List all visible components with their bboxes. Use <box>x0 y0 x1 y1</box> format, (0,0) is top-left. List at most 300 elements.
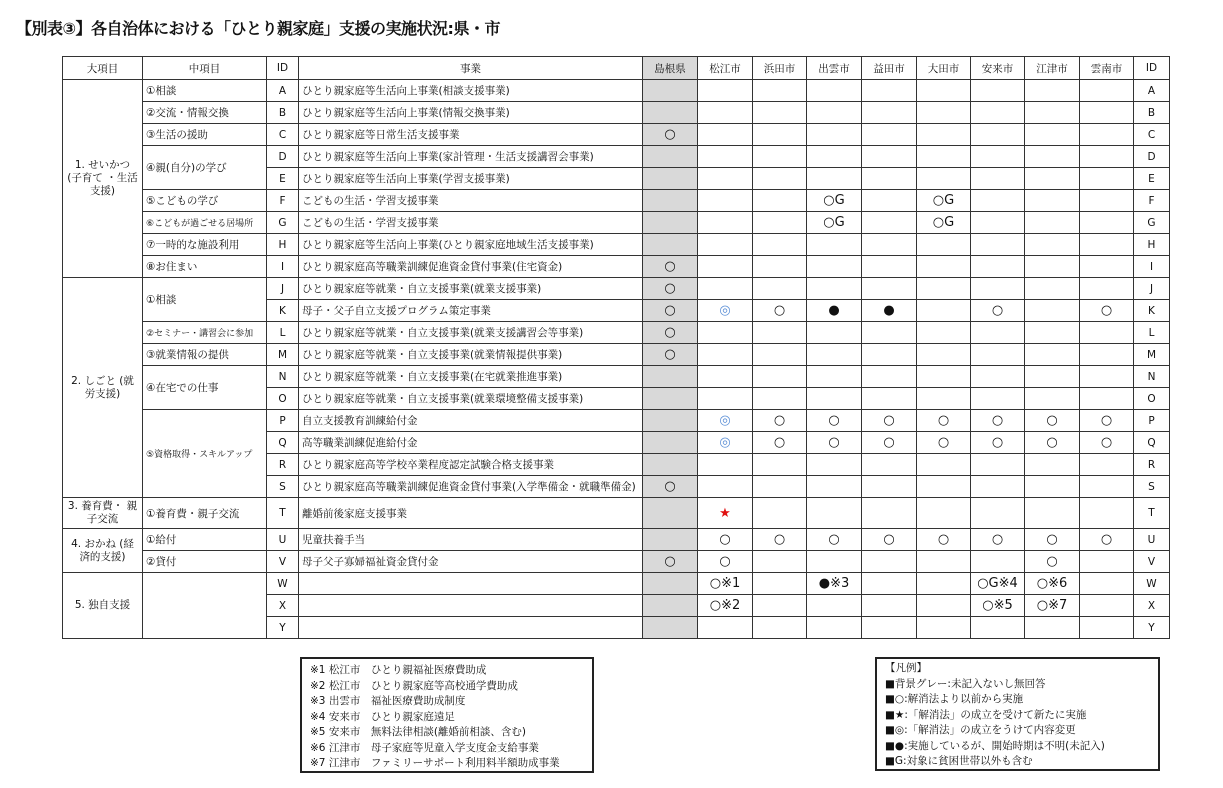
circle-mark: ○※1 <box>709 576 741 591</box>
status-cell <box>862 617 917 639</box>
middle-category: ⑧お住まい <box>143 256 267 278</box>
status-cell <box>753 573 807 595</box>
status-cell <box>1025 551 1080 573</box>
status-cell <box>862 344 917 366</box>
status-cell <box>1025 146 1080 168</box>
circle-mark: ○ <box>664 347 676 362</box>
row-id: S <box>267 476 299 498</box>
footnote: ※4 安来市 ひとり親家庭遠足 <box>310 710 455 723</box>
status-cell <box>807 617 862 639</box>
footnote: ※2 松江市 ひとり親家庭等高校通学費助成 <box>310 679 518 692</box>
status-cell <box>862 529 917 551</box>
status-cell <box>917 573 971 595</box>
status-cell <box>1025 344 1080 366</box>
status-cell <box>862 388 917 410</box>
status-cell <box>753 617 807 639</box>
status-cell <box>971 80 1025 102</box>
status-cell <box>1080 300 1134 322</box>
status-cell <box>1080 344 1134 366</box>
legend-item: ■○:解消法より以前から実施 <box>885 693 1024 705</box>
status-cell <box>698 80 753 102</box>
row-id-right: R <box>1134 454 1170 476</box>
status-cell <box>971 529 1025 551</box>
status-cell <box>698 388 753 410</box>
legend-item: ■◎:「解消法」の成立をうけて内容変更 <box>885 724 1076 736</box>
status-cell <box>917 454 971 476</box>
status-cell <box>643 300 698 322</box>
row-id-right: E <box>1134 168 1170 190</box>
status-cell <box>862 432 917 454</box>
status-cell <box>698 617 753 639</box>
status-cell <box>1025 102 1080 124</box>
footnote: ※3 出雲市 福祉医療費助成制度 <box>310 695 466 707</box>
business-name: ひとり親家庭等生活向上事業(相談支援事業) <box>299 80 643 102</box>
status-cell <box>862 168 917 190</box>
row-id-right: Y <box>1134 617 1170 639</box>
circle-mark: ○ <box>991 413 1004 428</box>
circle-mark: ○G <box>823 215 845 230</box>
status-cell <box>807 432 862 454</box>
status-cell <box>643 498 698 529</box>
business-name: 児童扶養手当 <box>299 529 643 551</box>
status-cell <box>698 344 753 366</box>
status-cell <box>862 476 917 498</box>
table-row <box>63 124 1170 146</box>
status-cell <box>698 190 753 212</box>
circle-mark: ○ <box>1100 413 1113 428</box>
status-cell <box>971 212 1025 234</box>
status-cell <box>971 366 1025 388</box>
status-cell <box>1080 278 1134 300</box>
table-header-row <box>63 57 1170 80</box>
middle-category: ④在宅での仕事 <box>143 366 267 410</box>
status-cell <box>971 454 1025 476</box>
status-cell <box>1080 498 1134 529</box>
column-header: 島根県 <box>643 57 698 80</box>
status-cell <box>1025 498 1080 529</box>
circle-mark: ○ <box>773 303 786 318</box>
business-name: ひとり親家庭等生活向上事業(家計管理・生活支援講習会事業) <box>299 146 643 168</box>
business-name <box>299 617 643 639</box>
row-id-right: F <box>1134 190 1170 212</box>
status-cell <box>643 617 698 639</box>
status-cell <box>1080 529 1134 551</box>
circle-mark: ○ <box>937 413 950 428</box>
status-cell <box>1080 212 1134 234</box>
status-cell <box>971 432 1025 454</box>
row-id-right: U <box>1134 529 1170 551</box>
status-cell <box>862 573 917 595</box>
star-mark: ★ <box>719 505 731 521</box>
row-id-right: P <box>1134 410 1170 432</box>
circle-mark: ○※5 <box>982 598 1013 613</box>
business-name: ひとり親家庭高等学校卒業程度認定試験合格支援事業 <box>299 454 643 476</box>
middle-category: ①給付 <box>143 529 267 551</box>
status-cell <box>917 124 971 146</box>
row-id: H <box>267 234 299 256</box>
status-cell <box>971 256 1025 278</box>
status-cell <box>1025 595 1080 617</box>
status-cell <box>862 410 917 432</box>
status-cell <box>698 573 753 595</box>
row-id-right: O <box>1134 388 1170 410</box>
status-cell <box>643 366 698 388</box>
status-cell <box>643 432 698 454</box>
status-cell <box>1080 256 1134 278</box>
status-cell <box>698 322 753 344</box>
status-cell <box>1080 190 1134 212</box>
status-cell <box>971 300 1025 322</box>
row-id: U <box>267 529 299 551</box>
circle-mark: ○※2 <box>709 598 741 613</box>
table-row <box>63 234 1170 256</box>
status-cell <box>753 80 807 102</box>
legend-item: ■●:実施しているが、開始時期は不明(未記入) <box>885 739 1105 752</box>
status-cell <box>1080 234 1134 256</box>
footnote: ※5 安来市 無料法律相談(離婚前相談、含む) <box>310 726 527 738</box>
circle-mark: ○ <box>773 435 786 450</box>
circle-mark: ○ <box>664 127 676 142</box>
status-cell <box>807 234 862 256</box>
status-cell <box>807 102 862 124</box>
business-name: ひとり親家庭等就業・自立支援事業(就業支援事業) <box>299 278 643 300</box>
status-cell <box>698 168 753 190</box>
middle-category: ②交流・情報交換 <box>143 102 267 124</box>
status-cell <box>753 146 807 168</box>
table-row <box>63 212 1170 234</box>
status-cell <box>917 146 971 168</box>
status-cell <box>753 476 807 498</box>
circle-mark: ○ <box>664 303 676 318</box>
filled-circle-mark: ●※3 <box>818 576 850 591</box>
middle-category: ①相談 <box>143 278 267 322</box>
business-name: ひとり親家庭高等職業訓練促進資金貸付事業(入学準備金・就職準備金) <box>299 476 643 498</box>
status-cell <box>1080 388 1134 410</box>
row-id-right: S <box>1134 476 1170 498</box>
status-cell <box>753 454 807 476</box>
table-row <box>63 498 1170 529</box>
footnote: ※6 江津市 母子家庭等児童入学支度金支給事業 <box>310 741 539 754</box>
status-cell <box>1080 454 1134 476</box>
status-cell <box>643 168 698 190</box>
column-header: 事業 <box>299 57 643 80</box>
status-cell <box>917 212 971 234</box>
circle-mark: ○ <box>828 435 840 450</box>
status-cell <box>643 146 698 168</box>
status-cell <box>917 168 971 190</box>
status-cell <box>917 432 971 454</box>
status-cell <box>862 212 917 234</box>
status-cell <box>753 432 807 454</box>
row-id: B <box>267 102 299 124</box>
circle-mark: ○ <box>937 532 950 547</box>
business-name: ひとり親家庭等就業・自立支援事業(就業支援講習会等事業) <box>299 322 643 344</box>
status-cell <box>698 124 753 146</box>
business-name: こどもの生活・学習支援事業 <box>299 212 643 234</box>
status-cell <box>753 212 807 234</box>
circle-mark: ○ <box>883 435 895 450</box>
status-cell <box>862 322 917 344</box>
status-cell <box>1080 168 1134 190</box>
legend-item: ■背景グレー:未記入ないし無回答 <box>885 677 1046 690</box>
table-row <box>63 551 1170 573</box>
status-cell <box>1025 190 1080 212</box>
row-id-right: D <box>1134 146 1170 168</box>
status-cell <box>643 256 698 278</box>
status-cell <box>698 234 753 256</box>
status-cell <box>1080 124 1134 146</box>
middle-category: ①養育費・親子交流 <box>143 498 267 529</box>
filled-circle-mark: ● <box>883 303 895 318</box>
circle-mark: ○ <box>1100 303 1113 318</box>
status-cell <box>1080 551 1134 573</box>
circle-mark: ○ <box>991 435 1004 450</box>
row-id-right: L <box>1134 322 1170 344</box>
status-cell <box>917 476 971 498</box>
major-category: 1. せいかつ (子育て ・生活支援) <box>63 80 143 278</box>
status-cell <box>971 410 1025 432</box>
status-cell <box>862 454 917 476</box>
status-cell <box>1080 80 1134 102</box>
status-cell <box>1080 366 1134 388</box>
middle-category: ⑤資格取得・スキルアップ <box>143 410 267 498</box>
status-cell <box>1025 256 1080 278</box>
status-cell <box>753 256 807 278</box>
status-cell <box>753 388 807 410</box>
status-cell <box>917 102 971 124</box>
status-cell <box>698 256 753 278</box>
row-id-right: X <box>1134 595 1170 617</box>
status-cell <box>1080 573 1134 595</box>
circle-mark: ○ <box>991 532 1004 547</box>
status-cell <box>698 454 753 476</box>
circle-mark: ○ <box>1046 435 1058 450</box>
status-cell <box>1080 410 1134 432</box>
column-header: 中項目 <box>143 57 267 80</box>
status-cell <box>643 388 698 410</box>
status-cell <box>971 617 1025 639</box>
row-id: T <box>267 498 299 529</box>
status-cell <box>643 476 698 498</box>
status-cell <box>1080 146 1134 168</box>
status-cell <box>862 256 917 278</box>
legend-title: 【凡例】 <box>885 662 927 674</box>
status-cell <box>807 454 862 476</box>
middle-category: ②貸付 <box>143 551 267 573</box>
business-name: 離婚前後家庭支援事業 <box>299 498 643 529</box>
circle-mark: ○ <box>828 532 840 547</box>
status-cell <box>643 190 698 212</box>
circle-mark: ○G <box>932 193 955 208</box>
row-id: Y <box>267 617 299 639</box>
status-cell <box>1025 212 1080 234</box>
column-header: ID <box>267 57 299 80</box>
business-name: ひとり親家庭等生活向上事業(ひとり親家庭地域生活支援事業) <box>299 234 643 256</box>
circle-mark: ○ <box>664 259 676 274</box>
business-name: 高等職業訓練促進給付金 <box>299 432 643 454</box>
column-header: ID <box>1134 57 1170 80</box>
column-header: 浜田市 <box>753 57 807 80</box>
status-cell <box>698 300 753 322</box>
row-id: O <box>267 388 299 410</box>
status-cell <box>1025 168 1080 190</box>
status-cell <box>1025 410 1080 432</box>
status-cell <box>807 388 862 410</box>
status-cell <box>753 410 807 432</box>
status-cell <box>917 410 971 432</box>
status-cell <box>1025 617 1080 639</box>
table-row <box>63 256 1170 278</box>
row-id: J <box>267 278 299 300</box>
major-category: 2. しごと (就労支援) <box>63 278 143 498</box>
status-cell <box>753 102 807 124</box>
status-cell <box>917 595 971 617</box>
circle-mark: ○ <box>719 554 731 569</box>
column-header: 安来市 <box>971 57 1025 80</box>
status-cell <box>971 124 1025 146</box>
status-cell <box>971 322 1025 344</box>
status-cell <box>807 80 862 102</box>
status-cell <box>862 278 917 300</box>
status-cell <box>971 476 1025 498</box>
status-cell <box>753 529 807 551</box>
major-category: 4. おかね (経済的支援) <box>63 529 143 573</box>
status-cell <box>753 168 807 190</box>
status-cell <box>643 234 698 256</box>
status-cell <box>971 573 1025 595</box>
circle-mark: ○※7 <box>1036 598 1068 613</box>
status-cell <box>971 388 1025 410</box>
status-cell <box>807 551 862 573</box>
status-cell <box>1080 432 1134 454</box>
double-circle-mark: ◎ <box>719 413 731 428</box>
circle-mark: ○ <box>664 479 676 494</box>
row-id-right: K <box>1134 300 1170 322</box>
column-header: 江津市 <box>1025 57 1080 80</box>
middle-category <box>143 573 267 639</box>
business-name: こどもの生活・学習支援事業 <box>299 190 643 212</box>
major-category: 5. 独自支援 <box>63 573 143 639</box>
table-row <box>63 344 1170 366</box>
business-name: ひとり親家庭等生活向上事業(学習支援事業) <box>299 168 643 190</box>
status-cell <box>917 300 971 322</box>
middle-category: ⑤こどもの学び <box>143 190 267 212</box>
table-row <box>63 410 1170 432</box>
filled-circle-mark: ● <box>828 303 840 318</box>
middle-category: ③就業情報の提供 <box>143 344 267 366</box>
circle-mark: ○ <box>991 303 1004 318</box>
status-cell <box>698 146 753 168</box>
status-cell <box>643 80 698 102</box>
status-cell <box>862 102 917 124</box>
status-cell <box>807 366 862 388</box>
row-id: E <box>267 168 299 190</box>
status-cell <box>917 278 971 300</box>
table-row <box>63 278 1170 300</box>
row-id: W <box>267 573 299 595</box>
status-cell <box>1025 278 1080 300</box>
footnotes-box <box>300 657 594 773</box>
status-cell <box>862 124 917 146</box>
column-header: 益田市 <box>862 57 917 80</box>
legend-item: ■★:「解消法」の成立を受けて新たに実施 <box>885 708 1087 721</box>
status-cell <box>807 573 862 595</box>
status-cell <box>807 498 862 529</box>
status-cell <box>753 234 807 256</box>
circle-mark: ○G <box>932 215 955 230</box>
status-cell <box>643 102 698 124</box>
status-cell <box>1025 366 1080 388</box>
circle-mark: ○G※4 <box>977 576 1018 591</box>
circle-mark: ○ <box>1100 435 1113 450</box>
column-header: 大項目 <box>63 57 143 80</box>
status-cell <box>917 190 971 212</box>
status-cell <box>643 410 698 432</box>
status-cell <box>917 366 971 388</box>
status-cell <box>807 322 862 344</box>
status-cell <box>807 300 862 322</box>
table-row <box>63 529 1170 551</box>
status-cell <box>753 322 807 344</box>
status-cell <box>1080 476 1134 498</box>
status-cell <box>1025 573 1080 595</box>
status-cell <box>753 551 807 573</box>
status-cell <box>698 278 753 300</box>
row-id: F <box>267 190 299 212</box>
status-cell <box>753 366 807 388</box>
status-cell <box>862 190 917 212</box>
business-name: ひとり親家庭等就業・自立支援事業(就業環境整備支援事業) <box>299 388 643 410</box>
status-cell <box>1025 234 1080 256</box>
status-cell <box>698 529 753 551</box>
major-category: 3. 養育費・ 親子交流 <box>63 498 143 529</box>
middle-category: ①相談 <box>143 80 267 102</box>
status-cell <box>862 366 917 388</box>
middle-category: ⑥こどもが過ごせる居場所 <box>143 212 267 234</box>
status-cell <box>753 190 807 212</box>
row-id: L <box>267 322 299 344</box>
row-id-right: C <box>1134 124 1170 146</box>
table-row <box>63 80 1170 102</box>
status-cell <box>862 551 917 573</box>
status-cell <box>971 595 1025 617</box>
row-id: R <box>267 454 299 476</box>
row-id: K <box>267 300 299 322</box>
status-cell <box>643 212 698 234</box>
status-cell <box>1080 595 1134 617</box>
legend-item: ■G:対象に貧困世帯以外も含む <box>885 755 1033 767</box>
circle-mark: ○※6 <box>1036 576 1068 591</box>
row-id: Q <box>267 432 299 454</box>
status-cell <box>753 498 807 529</box>
circle-mark: ○ <box>883 532 895 547</box>
row-id: C <box>267 124 299 146</box>
row-id-right: H <box>1134 234 1170 256</box>
double-circle-mark: ◎ <box>719 303 731 318</box>
business-name: 母子・父子自立支援プログラム策定事業 <box>299 300 643 322</box>
table-row <box>63 366 1170 388</box>
status-cell <box>807 146 862 168</box>
footnote: ※7 江津市 ファミリーサポート利用料半額助成事業 <box>310 757 560 769</box>
status-cell <box>1025 300 1080 322</box>
business-name: ひとり親家庭高等職業訓練促進資金貸付事業(住宅資金) <box>299 256 643 278</box>
status-cell <box>971 234 1025 256</box>
status-cell <box>1025 80 1080 102</box>
status-cell <box>917 234 971 256</box>
status-cell <box>1025 322 1080 344</box>
row-id: M <box>267 344 299 366</box>
business-name: ひとり親家庭等就業・自立支援事業(在宅就業推進事業) <box>299 366 643 388</box>
